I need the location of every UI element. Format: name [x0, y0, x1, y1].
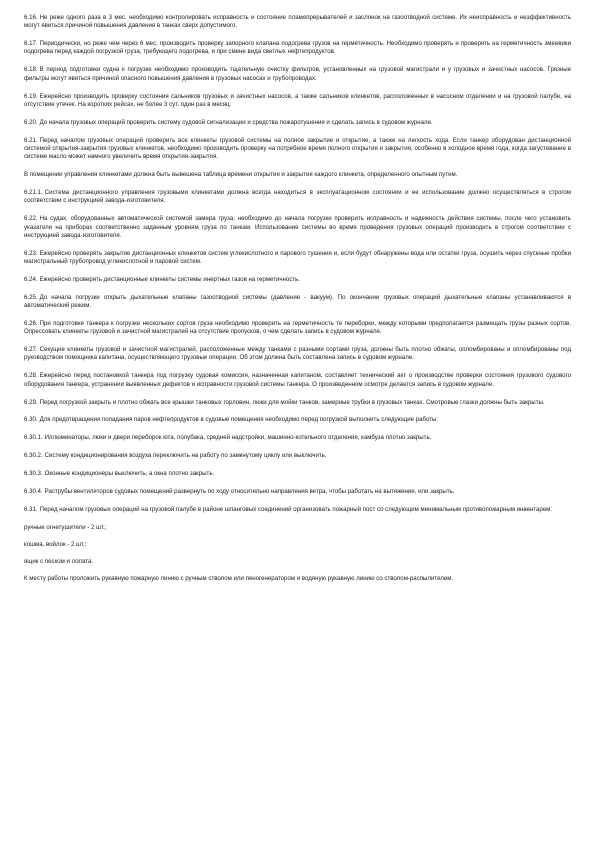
clause-text: Система дистанционного управления грузовыми клинкетами должна всегда находиться в эксплуатационном состоянии и ее использование должно осуществляться в строгом соответствии с инструкцией завода-изготовителя. — [24, 189, 571, 205]
paragraph — [24, 14, 571, 31]
clause-number: 6.21.1. — [24, 189, 43, 197]
clause-number: 6.30.4. — [24, 487, 43, 495]
clause-number: 6.23. — [24, 249, 38, 257]
paragraph — [24, 524, 571, 532]
paragraph — [24, 320, 571, 337]
clause-number: 6.16. — [24, 14, 38, 21]
paragraph — [24, 66, 571, 83]
clause-number: 6.20. — [24, 118, 38, 126]
clause-number: 6.25. — [24, 293, 38, 301]
clause-text: Секущие клинкеты грузовой и зачистной магистралей, расположенные между танками с разными сортами груза, должны быть плотно обжаты, опломбированы и опломбированы под руководством помощника капитана, осуществляющего грузовые операции. Об этом должна быть составлена запись в судовом журнале. — [24, 346, 571, 362]
clause-number: 6.28. — [24, 372, 38, 380]
clause-text: Перед началом грузовых операций проверить все клинкеты грузовой системы на полное закрытие и открытие, а также на легкость хода. Если танкер оборудован дистанционной системой открытия-закрытия грузовых клинкетов, необходимо производить проверку на потребное время полного открытия и закрытия, особенно в холодное время года, когда загустевание в системе масло может намного увеличить время открытия-закрытия. — [24, 136, 571, 161]
paragraph — [24, 294, 571, 311]
paragraph — [24, 488, 571, 496]
clause-text: Ежерейсно перед постановкой танкера под погрузку судовая комиссия, назначенная капитаном, составляет технический акт о производстве проверки состояния грузового судового оборудования танкера, устранении выявленных дефектов и исправности грузовой системы танкера. О произведенном осмотре делается запись в судовом журнале. — [24, 372, 571, 388]
paragraph — [24, 416, 571, 424]
clause-number: 6.18. — [24, 66, 38, 74]
paragraph — [24, 346, 571, 363]
clause-text: Оконные кондиционеры выключить, а окна плотно закрыть. — [44, 470, 215, 478]
clause-text: Перед началом грузовых операций на грузовой палубе в районе шланговых соединений организовать пожарный пост со следующим минимальным противопожарным инвентарем: — [39, 505, 553, 513]
paragraph — [24, 137, 571, 162]
clause-number: 6.31. — [24, 505, 38, 513]
clause-text: ручные огнетушители - 2 шт.; — [24, 523, 107, 531]
paragraph — [24, 93, 571, 110]
clause-text: Раструбы вентиляторов судовых помещений развернуть по ходу относительно направления ветра, чтобы работать на вытяжение, или закрыть. — [44, 487, 455, 495]
paragraph — [24, 558, 571, 566]
clause-number: 6.17. — [24, 40, 38, 48]
paragraph — [24, 250, 571, 267]
paragraph — [24, 276, 571, 284]
clause-number: 6.24. — [24, 275, 38, 283]
clause-text: Ежерейсно производить проверку состояния сальников грузовых и зачистных насосов, а также сальников клинкетов, расположенных в насосном отделении и на грузовой палубе, на отсутствие утечек. На коротких рейсах, не более 3 сут, один раз в месяц. — [24, 92, 571, 108]
clause-number: 6.22. — [24, 215, 38, 223]
paragraph — [24, 434, 571, 442]
paragraph — [24, 399, 571, 407]
clause-number: 6.21. — [24, 136, 38, 144]
clause-number: 6.19. — [24, 92, 38, 100]
clause-number: 6.29. — [24, 398, 38, 406]
clause-number: 6.30.2. — [24, 452, 43, 460]
paragraph — [24, 452, 571, 460]
paragraph — [24, 119, 571, 127]
clause-text: При подготовке танкера к погрузке нескольких сортов груза необходимо проверить на герметичность те переборки, между которыми предполагается размещать грузы разных сортов. Опрессовать клинкеты грузовой и зачистной магистралей на отсутствие пропусков, о чем сделать запись в судовом журнале. — [24, 319, 571, 336]
clause-text: На судах, оборудованных автоматической системой замера груза, необходимо до начала погрузки проверить исправность и надежность действия системы, после чего установить указатели на приборах соответственно заданным уровням груза по танкам. Использование системы во время проведения грузовых операций производить в строгом соответствии с инструкцией завода-изготовителя. — [24, 215, 571, 239]
clause-number: 6.30. — [24, 416, 38, 424]
clause-text: До начала грузовых операций проверить систему судовой сигнализации и средства пожаротушения и сделать запись в судовом журнале. — [39, 118, 433, 126]
clause-text: Периодически, но реже чем через 6 мес. производить проверку запорного клапана подогрева грузов на герметичность. Необходимо проверять и проверять на герметичность змеевики подогрева перед каждой погрузкой груза, требующего подогрева, и при смене вида светлых нефтепродуктов. — [24, 40, 571, 56]
clause-text: В период подготовки судна к погрузке необходимо производить тщательную очистку фильтров, установленных на грузовой магистрали и у грузовых и зачистных насосов. Грязные фильтры могут явиться причиной опасного повышения давления в грузовых насосах и трубопроводах. — [24, 66, 571, 82]
clause-text: Не реже одного раза в 3 мес. необходимо контролировать исправность и состояние пламепрерывателей и заслонок на газоотводной системе. Их неисправность и неэффективность могут явиться причиной повышения давления в танках сверх допустимого. — [24, 14, 571, 30]
clause-number: 6.30.1. — [24, 434, 43, 442]
paragraph — [24, 541, 571, 549]
clause-text: Для предотвращения попадания паров нефтепродуктов в судовые помещения необходимо перед погрузкой выполнить следующие работы: — [39, 416, 439, 424]
paragraph — [24, 372, 571, 389]
clause-text: К месту работы проложить рукавную пожарную линию с ручным стволом или пеногенератором и водяную рукавную линию со стволом-распылителем. — [24, 575, 454, 583]
paragraph — [24, 40, 571, 57]
paragraph — [24, 171, 571, 179]
clause-number: 6.27. — [24, 346, 38, 354]
clause-text: Перед погрузкой закрыть и плотно обжать все крышки танковых горловин, люки для мойки танков, замерные трубки в грузовых танках. Смотровые глазки должны быть закрыты. — [39, 398, 545, 406]
clause-text: В помещении управления клинкетами должна быть вывешена таблица времени открытия и закрытия каждого клинкета, определенного опытным путем. — [24, 171, 458, 179]
clause-text: Систему кондиционирования воздуха переключить на работу по замкнутому циклу или выключить. — [44, 452, 327, 460]
clause-text: кошма, войлок - 2 шт.; — [24, 540, 87, 548]
paragraph — [24, 470, 571, 478]
clause-text: ящик с песком и лопата. — [24, 557, 94, 565]
clause-text: Иллюминаторы, люки и двери переборок юта, полубака, средней надстройки, машинно-котельного отделения, камбуза плотно закрыть. — [44, 434, 432, 442]
paragraph — [24, 506, 571, 514]
clause-text: Ежерейсно проверять закрытие дистанционных клинкетов систем углекислотного и парового тушения и, если будут обнаружены вода или остатки груза, осушить через спускные пробки магистральный трубопровод углекислотной и паровой систем. — [24, 249, 571, 265]
paragraph — [24, 215, 571, 240]
clause-text: До начала погрузки открыть дыхательные клапаны газоотводной системы (давление - вакуум). По окончании грузовых операций дыхательные клапаны устанавливаются в автоматический режим. — [24, 293, 571, 310]
paragraph — [24, 189, 571, 206]
clause-number: 6.30.3. — [24, 470, 43, 478]
paragraph — [24, 575, 571, 583]
clause-number: 6.26. — [24, 319, 38, 327]
clause-text: Ежерейсно проверять дистанционные клинкеты системы инертных газов на герметичность. — [39, 275, 301, 283]
